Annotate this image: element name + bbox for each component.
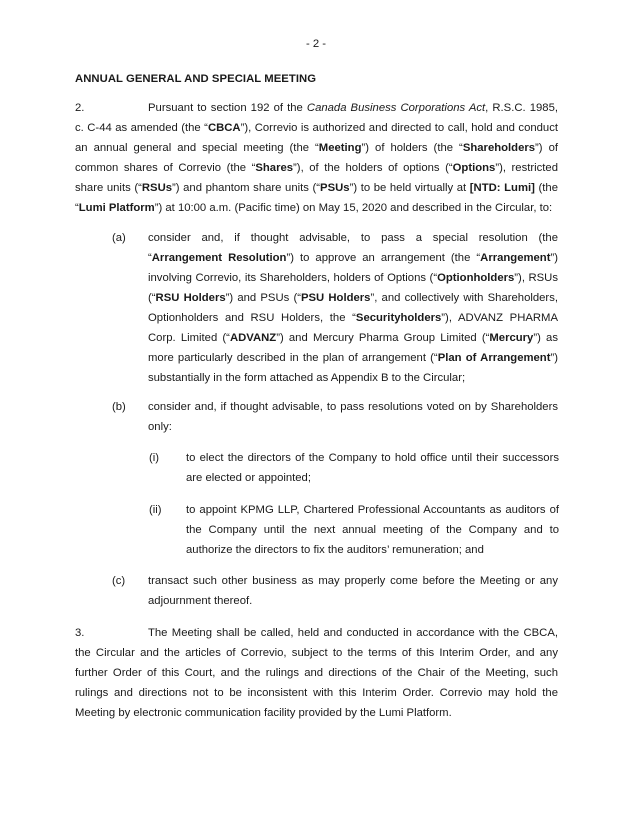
defined-term: Arrangement Resolution [151, 252, 287, 264]
text-run: to elect the directors of the Company to hold office until their successors are elected or appointed; [186, 452, 559, 484]
defined-term: Options [452, 162, 496, 174]
text-run: The Meeting shall be called, held and conducted in accordance with the CBCA, the Circular and the articles of Correvio, subject to the terms of this Interim Order, and any further Order of this Court, and the rulings and directions of the Chair of the Meeting, such rulings and directions not to be inconsistent with this Interim Order. Correvio may hold the Meeting by electronic communication facility provided by the Lumi Platform. [75, 627, 558, 719]
text-run: transact such other business as may properly come before the Meeting or any adjournment thereof. [148, 575, 558, 607]
defined-term: RSU Holders [155, 292, 226, 304]
text-run: ”) and Mercury Pharma Group Limited (“ [276, 332, 490, 344]
paragraph-2 [75, 98, 558, 218]
sub-item-body [186, 500, 559, 560]
text-run: (the “ [75, 182, 558, 214]
text-run: ”) and PSUs (“ [225, 292, 301, 304]
text-run: ”) to approve an arrangement (the “ [286, 252, 481, 264]
defined-term: CBCA [207, 122, 241, 134]
text-run: , R.S.C. 1985, c. C-44 as amended (the “ [75, 102, 558, 134]
defined-term: ADVANZ [229, 332, 277, 344]
sub-item-label: (ii) [149, 504, 162, 516]
list-item-body [148, 571, 558, 611]
sub-item-label: (i) [149, 452, 160, 464]
text-run: to appoint KPMG LLP, Chartered Professional Accountants as auditors of the Company until the next annual meeting of the Company and to authorize the directors to fix the auditors’ remuneration; and [186, 504, 559, 556]
sub-item-body [186, 448, 559, 488]
defined-term: Mercury [489, 332, 534, 344]
statute-title: Canada Business Corporations Act [306, 102, 486, 114]
defined-term: Optionholders [437, 272, 515, 284]
text-run: consider and, if thought advisable, to pass a special resolution (the “ [148, 232, 558, 264]
text-run: ”) at 10:00 a.m. (Pacific time) on May 15, 2020 and described in the Circular, to: [154, 202, 553, 214]
text-run: ”), RSUs (“ [148, 272, 558, 304]
defined-term: Lumi Platform [78, 202, 155, 214]
page-number: - 2 - [305, 38, 327, 50]
defined-term: [NTD: Lumi] [469, 182, 535, 194]
defined-term: Shares [255, 162, 294, 174]
text-run: Pursuant to section 192 of the [148, 102, 307, 114]
defined-term: Shareholders [462, 142, 536, 154]
text-run: ”) and phantom share units (“ [172, 182, 321, 194]
text-run: ”), of the holders of options (“ [293, 162, 453, 174]
list-item-body [148, 397, 558, 437]
text-run: ”) of holders (the “ [361, 142, 463, 154]
text-run: ”) of common shares of Correvio (the “ [75, 142, 559, 174]
paragraph-number: 3. [75, 627, 85, 639]
paragraph-body [75, 102, 558, 214]
defined-term: Plan of Arrangement [437, 352, 551, 364]
list-item-label: (b) [112, 401, 126, 413]
text-run: ”), restricted share units (“ [75, 162, 558, 194]
text-run: ”) to be held virtually at [349, 182, 470, 194]
defined-term: Securityholders [355, 312, 442, 324]
defined-term: PSU Holders [300, 292, 371, 304]
paragraph-3 [75, 623, 558, 723]
defined-term: Arrangement [480, 252, 551, 264]
list-item-label: (a) [112, 232, 126, 244]
defined-term: RSUs [141, 182, 173, 194]
text-run: ”) substantially in the form attached as Appendix B to the Circular; [148, 352, 558, 384]
section-heading: ANNUAL GENERAL AND SPECIAL MEETING [75, 73, 317, 85]
list-item-label: (c) [112, 575, 126, 587]
list-item-body [148, 228, 558, 388]
text-run: ”), ADVANZ PHARMA Corp. Limited (“ [148, 312, 558, 344]
text-run: ”), Correvio is authorized and directed to call, hold and conduct an annual general and special meeting (the “ [75, 122, 558, 154]
text-run: ”, and collectively with Shareholders, Optionholders and RSU Holders, the “ [148, 292, 558, 324]
text-run: ”) as more particularly described in the plan of arrangement (“ [148, 332, 558, 364]
text-run: ”) involving Correvio, its Shareholders, holders of Options (“ [148, 252, 558, 284]
paragraph-number: 2. [75, 102, 85, 114]
defined-term: Meeting [318, 142, 362, 154]
text-run: consider and, if thought advisable, to pass resolutions voted on by Shareholders only: [148, 401, 558, 433]
defined-term: PSUs [320, 182, 350, 194]
